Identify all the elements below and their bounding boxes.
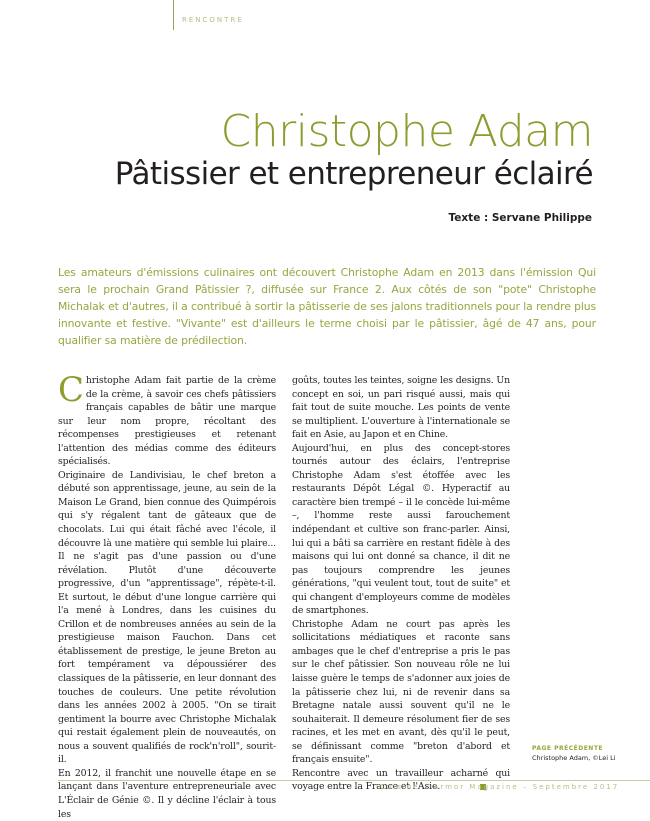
body-paragraph: Aujourd'hui, en plus des concept-stores tournés autour des éclairs, l'entreprise Christophe Adam s'est étoffée avec les restaurants Dépôt Légal ©. Hyperactif au caractère bien trempé – il le concède lui-même –, l'homme reste aussi farouchement indépendant et cultive son franc-parler. Ainsi, lui qui a bâti sa carrière en restant fidèle à des maisons qui lui ont donné sa chance, il dit ne pas toujours comprendre les jeunes générations, "qui veulent tout, tout de suite" et qui changent d'employeurs comme de modèles de smartphones. [292,442,510,617]
article-title: Christophe Adam [220,106,593,157]
dropcap: C [58,370,84,410]
body-paragraph: Christophe Adam ne court pas après les sollicitations médiatiques et raconte sans ambages que le chef d'entreprise a pris le pas sur le chef pâtissier. Son nouveau rôle ne lui laisse guère le temps de s'adonner aux joies de la pâtisserie chez lui, ni de revenir dans sa Bretagne natale aussi souvent qu'il ne le souhaiterait. Il demeure résolument fier de ses racines, et les met en avant, dès qu'il le peut, se définissant comme "breton d'abord et français ensuite". [292,618,510,766]
paragraph-text: hristophe Adam fait partie de la crème de la crème, à savoir ces chefs pâtissiers français capables de bâtir une marque sur leur nom propre, récoltant des récompenses prestigieuses et retenant l'attention des médias comme des éditeurs spécialisés. [58,375,276,468]
body-paragraph: En 2012, il franchit une nouvelle étape en se lançant dans l'aventure entrepreneuriale avec L'Éclair de Génie ©. Il y décline l'éclair à tous les [58,767,276,820]
section-label: RENCONTRE [182,16,244,24]
paragraph-text: Rencontre avec un travailleur acharné qui voyage entre la France et l'Asie. [292,767,510,793]
lede-paragraph: Les amateurs d'émissions culinaires ont découvert Christophe Adam en 2013 dans l'émission Qui sera le prochain Grand Pâtissier ?, diffusée sur France 2. Aux côtés de son "pote" Christophe Michalak et d'autres, il a contribué à sortir la pâtisserie de ses jalons traditionnels pour la rendre plus innovante et festive. "Vivante" est d'ailleurs le terme choisi par le pâtissier, âgé de 47 ans, pour qualifier sa matière de prédilection. [58,266,596,347]
body-paragraph: goûts, toutes les teintes, soigne les designs. Un concept en soi, un pari risqué aussi, mais qui fait tout de suite mouche. Les points de vente se multiplient. L'ouverture à l'internationale se fait en Asie, au Japon et en Chine. [292,375,510,441]
byline: Texte : Servane Philippe [448,212,592,224]
page-footer: Cuisine – Armor Magazine – Septembre 2017 [380,783,620,791]
caption-label: PAGE PRÉCÉDENTE [532,745,604,752]
body-column-left [58,370,276,821]
body-column-right [292,374,510,794]
body-paragraph [58,370,276,469]
section-rule [173,0,174,30]
article-subtitle: Pâtissier et entrepreneur éclairé [114,156,593,192]
body-paragraph: Originaire de Landivisiau, le chef breton a débuté son apprentissage, jeune, au sein de la Maison Le Grand, bien connue des Quimpérois qui s'y régalent tant de gâteaux que de chocolats. Lui qui était fâché avec l'école, il découvre là une matière qui semble lui plaire... Il ne s'agit pas d'une passion ou d'une révélation. Plutôt d'une découverte progressive, d'un "apprentissage", répète-t-il. Et surtout, le début d'une longue carrière qui l'a mené à Londres, dans les cuisines du Crillon et de nombreuses années au sein de la prestigieuse maison Fauchon. Dans cet établissement de prestige, le jeune Breton au fort tempérament va dépoussiérer des classiques de la pâtisserie, en leur donnant des touches de couleurs. Une petite révolution dans les années 2002 à 2005. "On se tirait gentiment la bourre avec Christophe Michalak qui restait également plein de nouveautés, on nous a souvent qualifiés de rock'n'roll", sourit-il. [58,469,276,766]
photo-caption [532,745,644,762]
caption-text: Christophe Adam, ©Lei Li [532,754,616,762]
footer-rule [58,780,650,781]
